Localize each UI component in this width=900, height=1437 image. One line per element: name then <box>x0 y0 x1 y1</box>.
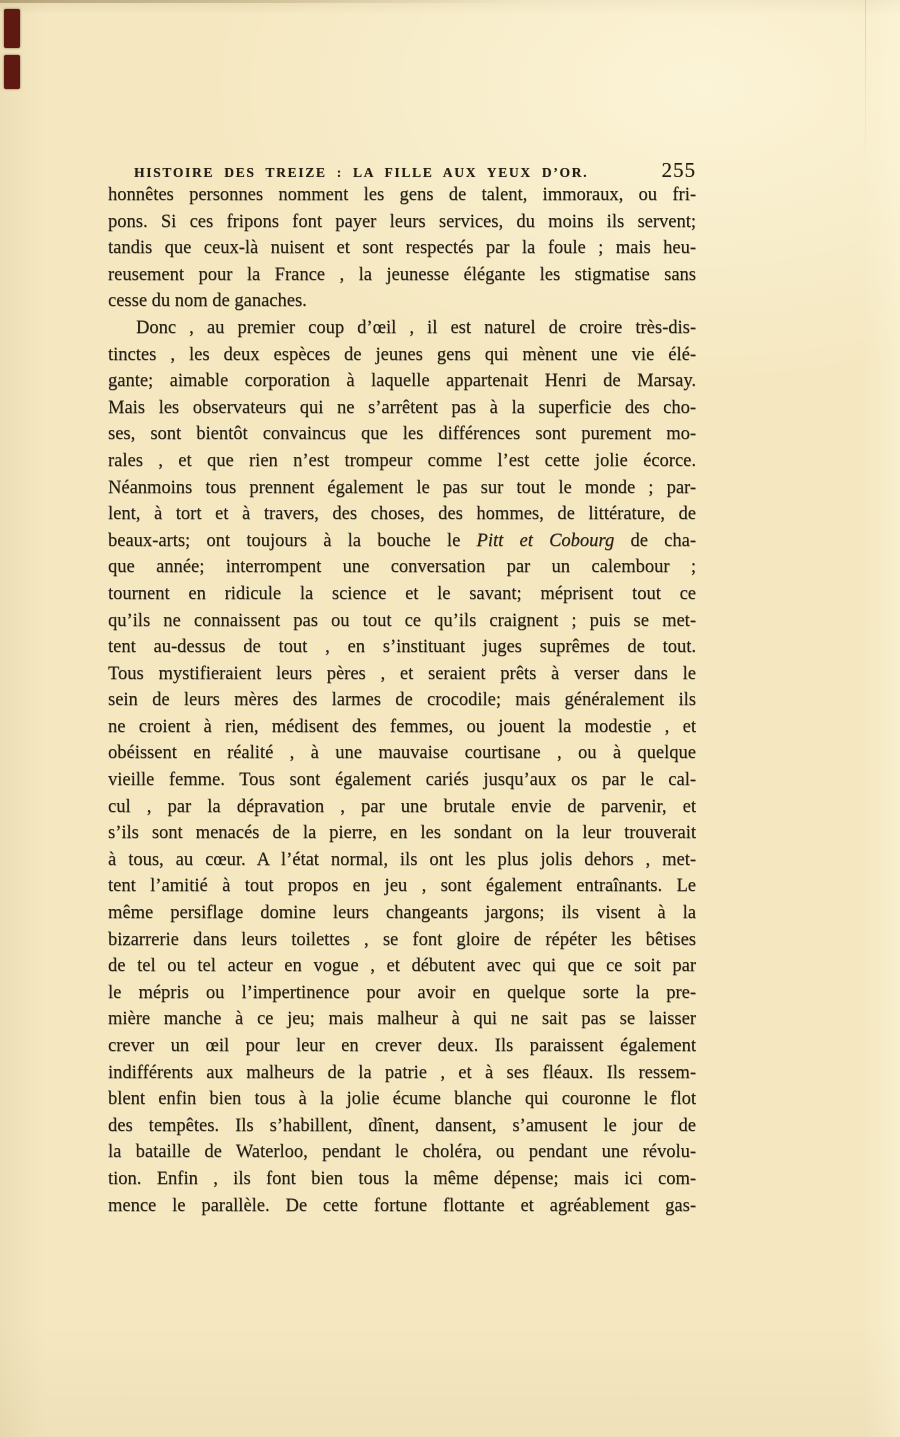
text-line: tion. Enfin , ils font bien tous la même dépense; mais ici com- <box>108 1168 696 1189</box>
text-line: ses, sont bientôt convaincus que les différences sont purement mo- <box>108 424 696 445</box>
text-line: tent au-dessus de tout , en s’instituant juges suprêmes de tout. <box>108 637 696 658</box>
text-line: cesse du nom de ganaches. <box>108 291 307 312</box>
text-line: mence le parallèle. De cette fortune flottante et agréablement gas- <box>108 1195 696 1216</box>
text-line: tandis que ceux-là nuisent et sont respectés par la foule ; mais heu- <box>108 238 696 259</box>
text-line: Néanmoins tous prennent également le pas sur tout le monde ; par- <box>108 477 696 498</box>
text-line: rales , et que rien n’est trompeur comme l’est cette jolie écorce. <box>108 450 696 471</box>
text-line: blent enfin bien tous à la jolie écume blanche qui couronne le flot <box>108 1089 696 1110</box>
text-line: vieille femme. Tous sont également cariés jusqu’aux os par le cal- <box>108 770 696 791</box>
text-line: gante; aimable corporation à laquelle appartenait Henri de Marsay. <box>108 371 696 392</box>
binding-mark-top <box>4 9 20 48</box>
text-line: sein de leurs mères des larmes de crocodile; mais généralement ils <box>108 690 696 711</box>
text-line: tournent en ridicule la science et le savant; méprisent tout ce <box>108 583 696 604</box>
text-line: Donc , au premier coup d’œil , il est naturel de croire très-dis- <box>136 317 696 338</box>
text-line: lent, à tort et à travers, des choses, des hommes, de littérature, de <box>108 504 696 525</box>
text-line: mière manche à ce jeu; mais malheur à qui ne sait pas se laisser <box>108 1009 696 1030</box>
paper-crease <box>865 0 866 170</box>
text-line: tent l’amitié à tout propos en jeu , sont également entraînants. Le <box>108 876 696 897</box>
text-line: honnêtes personnes nomment les gens de talent, immoraux, ou fri- <box>108 185 696 205</box>
text-line: des tempêtes. Ils s’habillent, dînent, dansent, s’amusent le jour de <box>108 1115 696 1136</box>
running-header-title: HISTOIRE DES TREIZE : LA FILLE AUX YEUX D’OR. <box>134 165 589 180</box>
text-line: que année; interrompent une conversation par un calembour ; <box>108 557 696 578</box>
text-line: s’ils sont menacés de la pierre, en les sondant on la leur trouverait <box>108 823 696 844</box>
text-line: pons. Si ces fripons font payer leurs services, du moins ils servent; <box>108 211 696 232</box>
text-line: obéissent en réalité , à une mauvaise courtisane , ou à quelque <box>108 743 696 764</box>
text-line: indifférents aux malheurs de la patrie , et à ses fléaux. Ils ressem- <box>108 1062 696 1083</box>
text-line: reusement pour la France , la jeunesse élégante les stigmatise sans <box>108 264 696 285</box>
text-line: bizarrerie dans leurs toilettes , se font gloire de répéter les bêtises <box>108 929 696 950</box>
text-line: tinctes , les deux espèces de jeunes gens qui mènent une vie élé- <box>108 344 696 365</box>
binding-mark-bottom <box>4 55 20 89</box>
text-line: de tel ou tel acteur en vogue , et débutent avec qui que ce soit par <box>108 956 696 977</box>
text-line: la bataille de Waterloo, pendant le choléra, ou pendant une révolu- <box>108 1142 696 1163</box>
text-line: crever un œil pour leur en crever deux. Ils paraissent également <box>108 1036 696 1056</box>
text-line: Tous mystifieraient leurs pères , et seraient prêts à verser dans le <box>108 663 696 684</box>
text-line: cul , par la dépravation , par une brutale envie de parvenir, et <box>108 796 696 817</box>
text-line: ne croient à rien, médisent des femmes, ou jouent la modestie , et <box>108 716 696 737</box>
page-number: 255 <box>661 158 696 182</box>
text-line: à tous, au cœur. A l’état normal, ils ont les plus jolis dehors , met- <box>108 849 696 870</box>
text-line: Mais les observateurs qui ne s’arrêtent pas à la superficie des cho- <box>108 397 696 418</box>
running-header <box>108 158 696 183</box>
text-line: qu’ils ne connaissent pas ou tout ce qu’ils craignent ; puis se met- <box>108 610 696 631</box>
page-text <box>108 182 696 1219</box>
scan-edge-shadow <box>0 0 522 3</box>
text-line: même persiflage domine leurs changeants jargons; ils visent à la <box>108 903 696 924</box>
text-line: le mépris ou l’impertinence pour avoir en quelque sorte la pre- <box>108 982 696 1003</box>
text-line: beaux-arts; ont toujours à la bouche le Pitt et Cobourg de cha- <box>108 530 696 551</box>
